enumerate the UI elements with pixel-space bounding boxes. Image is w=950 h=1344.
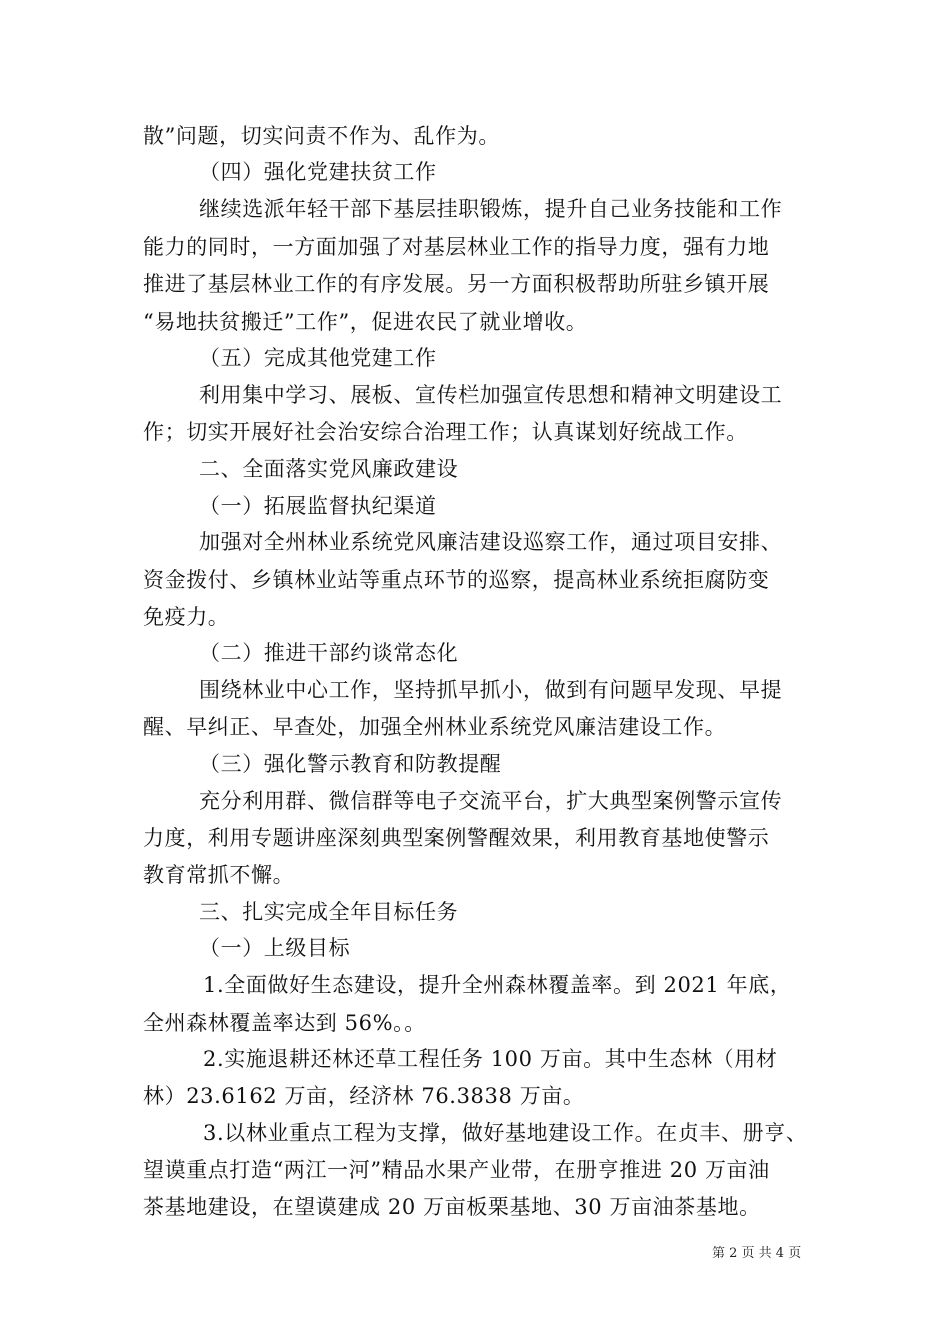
section-heading: （四）强化党建扶贫工作 (199, 160, 437, 184)
text-line: 茶基地建设，在望谟建成 20 万亩板栗基地、30 万亩油茶基地。 (143, 1195, 761, 1219)
text-line: 继续选派年轻干部下基层挂职锻炼，提升自己业务技能和工作 (199, 197, 783, 221)
section-heading: （三）强化警示教育和防教提醒 (199, 752, 502, 776)
text-line: 1.全面做好生态建设，提升全州森林覆盖率。到 2021 年底， (203, 973, 792, 997)
text-line: 3.以林业重点工程为支撑，做好基地建设工作。在贞丰、册亨、 (203, 1121, 808, 1145)
text-line: “易地扶贫搬迁”工作”，促进农民了就业增收。 (143, 310, 588, 334)
text-line: 围绕林业中心工作，坚持抓早抓小，做到有问题早发现、早提 (199, 678, 783, 702)
text-line: 望谟重点打造“两江一河”精品水果产业带，在册亨推进 20 万亩油 (143, 1158, 770, 1182)
section-heading: （二）推进干部约谈常态化 (199, 641, 459, 665)
section-heading: 三、扎实完成全年目标任务 (199, 900, 459, 924)
text-line: 2.实施退耕还林还草工程任务 100 万亩。其中生态林（用材 (203, 1047, 778, 1071)
text-line: 资金拨付、乡镇林业站等重点环节的巡察，提高林业系统拒腐防变 (143, 568, 770, 592)
text-line: 醒、早纠正、早查处，加强全州林业系统党风廉洁建设工作。 (143, 715, 727, 739)
section-heading: （一）拓展监督执纪渠道 (199, 494, 437, 518)
section-heading: （一）上级目标 (199, 936, 351, 960)
section-heading: （五）完成其他党建工作 (199, 346, 437, 370)
text-line: 力度，利用专题讲座深刻典型案例警醒效果，利用教育基地使警示 (143, 826, 770, 850)
text-line: 能力的同时，一方面加强了对基层林业工作的指导力度，强有力地 (143, 235, 770, 259)
text-line: 加强对全州林业系统党风廉洁建设巡察工作，通过项目安排、 (199, 530, 783, 554)
text-line: 全州森林覆盖率达到 56%。。 (143, 1011, 426, 1035)
text-line: 推进了基层林业工作的有序发展。另一方面积极帮助所驻乡镇开展 (143, 272, 770, 296)
text-line: 教育常抓不懈。 (143, 863, 295, 887)
text-line: 作；切实开展好社会治安综合治理工作；认真谋划好统战工作。 (143, 420, 748, 444)
text-line: 利用集中学习、展板、宣传栏加强宣传思想和精神文明建设工 (199, 383, 783, 407)
text-line: 散”问题，切实问责不作为、乱作为。 (143, 124, 500, 148)
text-line: 充分利用群、微信群等电子交流平台，扩大典型案例警示宣传 (199, 789, 783, 813)
text-line: 免疫力。 (143, 605, 230, 629)
text-line: 林）23.6162 万亩，经济林 76.3838 万亩。 (143, 1084, 585, 1108)
page-number: 第 2 页 共 4 页 (712, 1246, 802, 1261)
section-heading: 二、全面落实党风廉政建设 (199, 457, 459, 481)
